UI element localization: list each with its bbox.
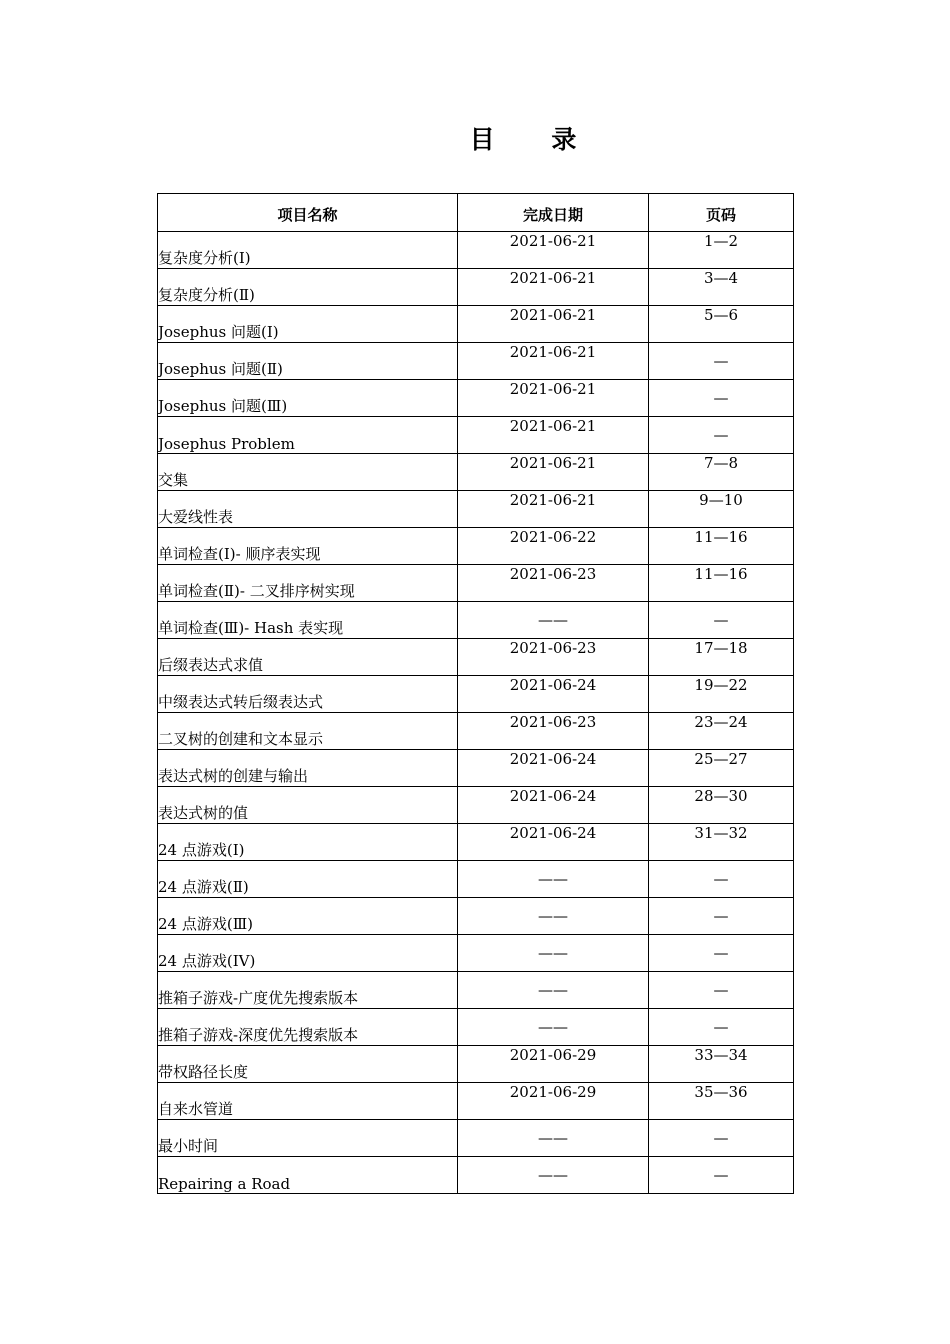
completion-date-cell: 2021-06-24 [458,787,649,824]
completion-date-cell: 2021-06-22 [458,528,649,565]
page-number-cell: 11—16 [649,528,794,565]
project-name-cell: 推箱子游戏-广度优先搜索版本 [158,972,458,1009]
page-title: 目 录 [469,125,601,154]
page-number-cell: 19—22 [649,676,794,713]
project-name-cell: 单词检查(Ⅱ)- 二叉排序树实现 [158,565,458,602]
page-number-cell: — [649,972,794,1009]
project-name-cell: 表达式树的创建与输出 [158,750,458,787]
project-name-cell: 24 点游戏(Ⅰ) [158,824,458,861]
project-name-cell: 推箱子游戏-深度优先搜索版本 [158,1009,458,1046]
page-number-cell: 9—10 [649,491,794,528]
completion-date-cell: 2021-06-21 [458,491,649,528]
table-row [158,935,794,972]
page-number-cell: — [649,861,794,898]
table-header-row [158,194,794,232]
table-row [158,306,794,343]
table-row [158,1046,794,1083]
page-number-cell: — [649,602,794,639]
table-row [158,750,794,787]
page-number-cell: 28—30 [649,787,794,824]
page-number-cell: — [649,935,794,972]
toc-table [157,193,794,1194]
completion-date-cell: —— [458,861,649,898]
project-name-cell: 最小时间 [158,1120,458,1157]
table-row [158,417,794,454]
completion-date-cell: 2021-06-21 [458,380,649,417]
header-completion-date: 完成日期 [458,194,649,232]
table-row [158,1083,794,1120]
page-number-cell: 23—24 [649,713,794,750]
page-number-cell: 25—27 [649,750,794,787]
table-row [158,491,794,528]
completion-date-cell: 2021-06-24 [458,824,649,861]
project-name-cell: Josephus 问题(Ⅱ) [158,343,458,380]
project-name-cell: Josephus 问题(Ⅰ) [158,306,458,343]
completion-date-cell: 2021-06-21 [458,269,649,306]
table-row [158,1157,794,1194]
header-page-number: 页码 [649,194,794,232]
completion-date-cell: 2021-06-21 [458,232,649,269]
completion-date-cell: 2021-06-21 [458,454,649,491]
page-number-cell: — [649,1120,794,1157]
completion-date-cell: —— [458,1157,649,1194]
completion-date-cell: 2021-06-24 [458,676,649,713]
header-project-name: 项目名称 [158,194,458,232]
completion-date-cell: —— [458,1009,649,1046]
project-name-cell: 二叉树的创建和文本显示 [158,713,458,750]
project-name-cell: Repairing a Road [158,1157,458,1194]
page-number-cell: — [649,343,794,380]
table-row [158,269,794,306]
table-row [158,232,794,269]
page-number-cell: 1—2 [649,232,794,269]
table-row [158,639,794,676]
table-row [158,898,794,935]
completion-date-cell: 2021-06-21 [458,343,649,380]
table-row [158,972,794,1009]
project-name-cell: 24 点游戏(Ⅱ) [158,861,458,898]
project-name-cell: 复杂度分析(Ⅰ) [158,232,458,269]
project-name-cell: 24 点游戏(IV) [158,935,458,972]
page-number-cell: 35—36 [649,1083,794,1120]
completion-date-cell: —— [458,1120,649,1157]
table-row [158,861,794,898]
project-name-cell: 表达式树的值 [158,787,458,824]
project-name-cell: 24 点游戏(Ⅲ) [158,898,458,935]
table-row [158,380,794,417]
completion-date-cell: 2021-06-21 [458,417,649,454]
table-row [158,787,794,824]
project-name-cell: 后缀表达式求值 [158,639,458,676]
completion-date-cell: 2021-06-29 [458,1046,649,1083]
project-name-cell: Josephus Problem [158,417,458,454]
project-name-cell: 带权路径长度 [158,1046,458,1083]
completion-date-cell: 2021-06-23 [458,639,649,676]
project-name-cell: 单词检查(Ⅲ)- Hash 表实现 [158,602,458,639]
table-row [158,602,794,639]
completion-date-cell: 2021-06-23 [458,565,649,602]
table-row [158,676,794,713]
table-row [158,528,794,565]
page-number-cell: — [649,898,794,935]
page-number-cell: 7—8 [649,454,794,491]
project-name-cell: 交集 [158,454,458,491]
completion-date-cell: —— [458,898,649,935]
completion-date-cell: 2021-06-23 [458,713,649,750]
table-body [158,232,794,1194]
page-number-cell: 31—32 [649,824,794,861]
project-name-cell: 中缀表达式转后缀表达式 [158,676,458,713]
table-row [158,1120,794,1157]
completion-date-cell: —— [458,935,649,972]
project-name-cell: 大爱线性表 [158,491,458,528]
page-number-cell: — [649,380,794,417]
project-name-cell: 单词检查(Ⅰ)- 顺序表实现 [158,528,458,565]
table-row [158,454,794,491]
page-number-cell: 33—34 [649,1046,794,1083]
page-number-cell: — [649,1157,794,1194]
completion-date-cell: —— [458,972,649,1009]
page-number-cell: — [649,1009,794,1046]
page-number-cell: 3—4 [649,269,794,306]
project-name-cell: Josephus 问题(Ⅲ) [158,380,458,417]
completion-date-cell: —— [458,602,649,639]
completion-date-cell: 2021-06-24 [458,750,649,787]
page-number-cell: 11—16 [649,565,794,602]
table-row [158,1009,794,1046]
table-row [158,824,794,861]
page-number-cell: 17—18 [649,639,794,676]
table-row [158,713,794,750]
page-number-cell: 5—6 [649,306,794,343]
completion-date-cell: 2021-06-21 [458,306,649,343]
project-name-cell: 自来水管道 [158,1083,458,1120]
table-row [158,565,794,602]
table-row [158,343,794,380]
completion-date-cell: 2021-06-29 [458,1083,649,1120]
page-number-cell: — [649,417,794,454]
project-name-cell: 复杂度分析(Ⅱ) [158,269,458,306]
